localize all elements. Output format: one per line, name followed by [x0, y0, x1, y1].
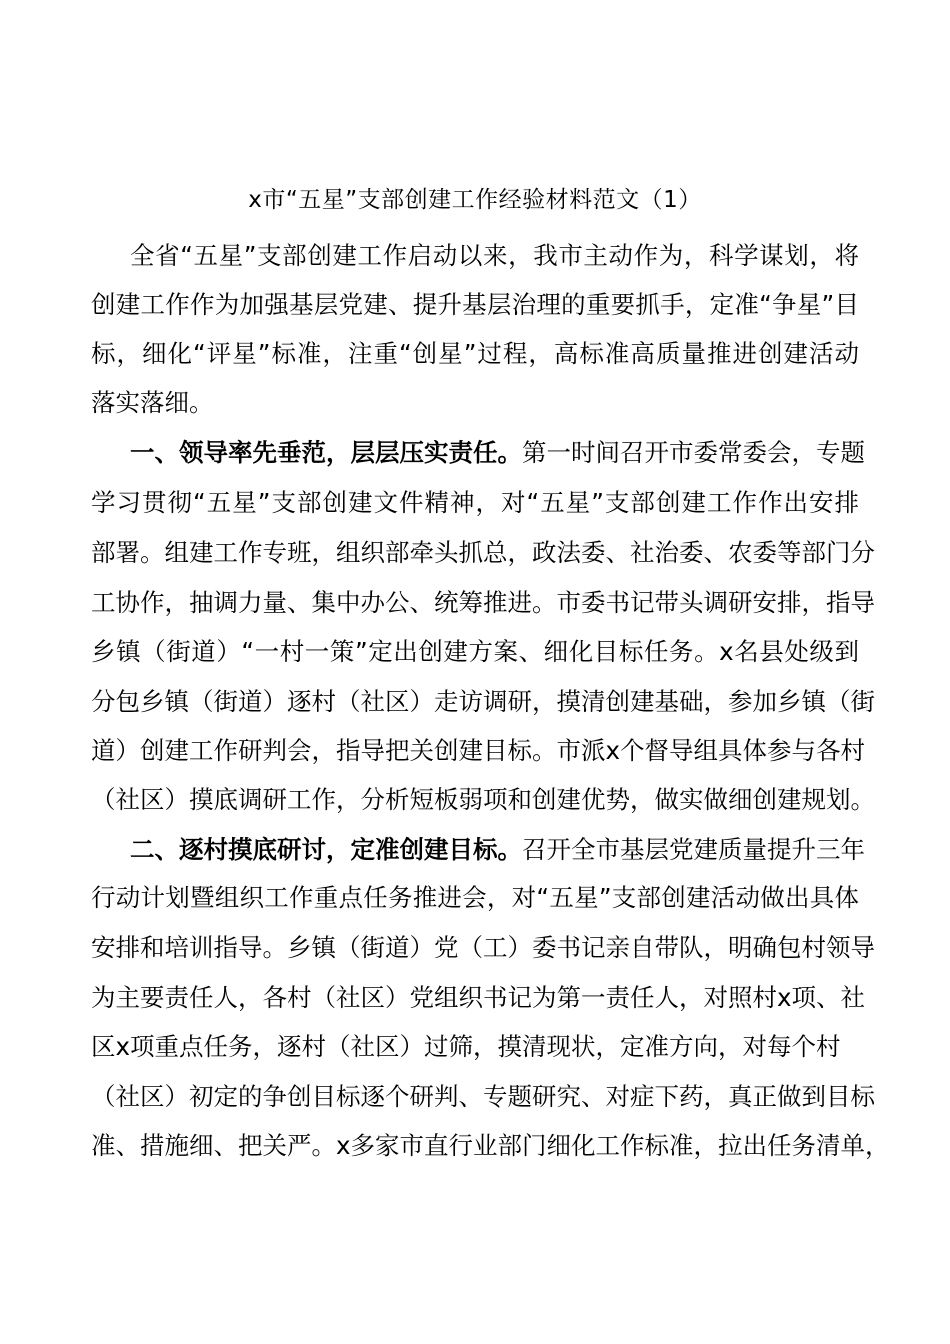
paragraph-line: 准、措施细、把关严。x多家市直行业部门细化工作标准，拉出任务清单， — [91, 1131, 890, 1160]
paragraph-line: 为主要责任人，各村（社区）党组织书记为第一责任人，对照村x项、社 — [91, 983, 865, 1012]
document-title: x市“五星”支部创建工作经验材料范文（1） — [248, 187, 702, 213]
paragraph-line: 分包乡镇（街道）逐村（社区）走访调研，摸清创建基础，参加乡镇（街 — [91, 687, 875, 716]
paragraph-line: （社区）摸底调研工作，分析短板弱项和创建优势，做实做细创建规划。 — [91, 785, 875, 814]
section-heading: 二、逐村摸底研讨，定准创建目标。 — [130, 835, 522, 864]
section-heading: 一、领导率先垂范，层层压实责任。 — [130, 438, 522, 467]
paragraph-line: 创建工作作为加强基层党建、提升基层治理的重要抓手，定准“争星”目 — [91, 290, 859, 319]
paragraph-line: 部署。组建工作专班，组织部牵头抓总，政法委、社治委、农委等部门分 — [91, 538, 875, 567]
paragraph-line: （社区）初定的争创目标逐个研判、专题研究、对症下药，真正做到目标 — [91, 1082, 875, 1111]
paragraph-line: 行动计划暨组织工作重点任务推进会，对“五星”支部创建活动做出具体 — [91, 883, 859, 912]
paragraph-line: 乡镇（街道）“一村一策”定出创建方案、细化目标任务。x名县处级到 — [91, 637, 859, 666]
paragraph-line: 工协作，抽调力量、集中办公、统筹推进。市委书记带头调研安排，指导 — [91, 588, 875, 617]
paragraph-line: 区x项重点任务，逐村（社区）过筛，摸清现状，定准方向，对每个村 — [91, 1032, 841, 1061]
paragraph-line: 安排和培训指导。乡镇（街道）党（工）委书记亲自带队，明确包村领导 — [91, 933, 875, 962]
paragraph-line: 标，细化“评星”标准，注重“创星”过程，高标准高质量推进创建活动 — [91, 339, 859, 368]
paragraph-line: 落实落细。 — [91, 388, 214, 417]
paragraph-line: 全省“五星”支部创建工作启动以来，我市主动作为，科学谋划，将 — [130, 241, 859, 270]
paragraph-line: 学习贯彻“五星”支部创建文件精神，对“五星”支部创建工作作出安排 — [91, 488, 859, 517]
section-heading-line — [130, 435, 865, 471]
section-text: 第一时间召开市委常委会，专题 — [522, 438, 865, 467]
section-text: 召开全市基层党建质量提升三年 — [522, 835, 865, 864]
paragraph-line: 道）创建工作研判会，指导把关创建目标。市派x个督导组具体参与各村 — [91, 736, 865, 765]
section-heading-line — [130, 832, 865, 868]
